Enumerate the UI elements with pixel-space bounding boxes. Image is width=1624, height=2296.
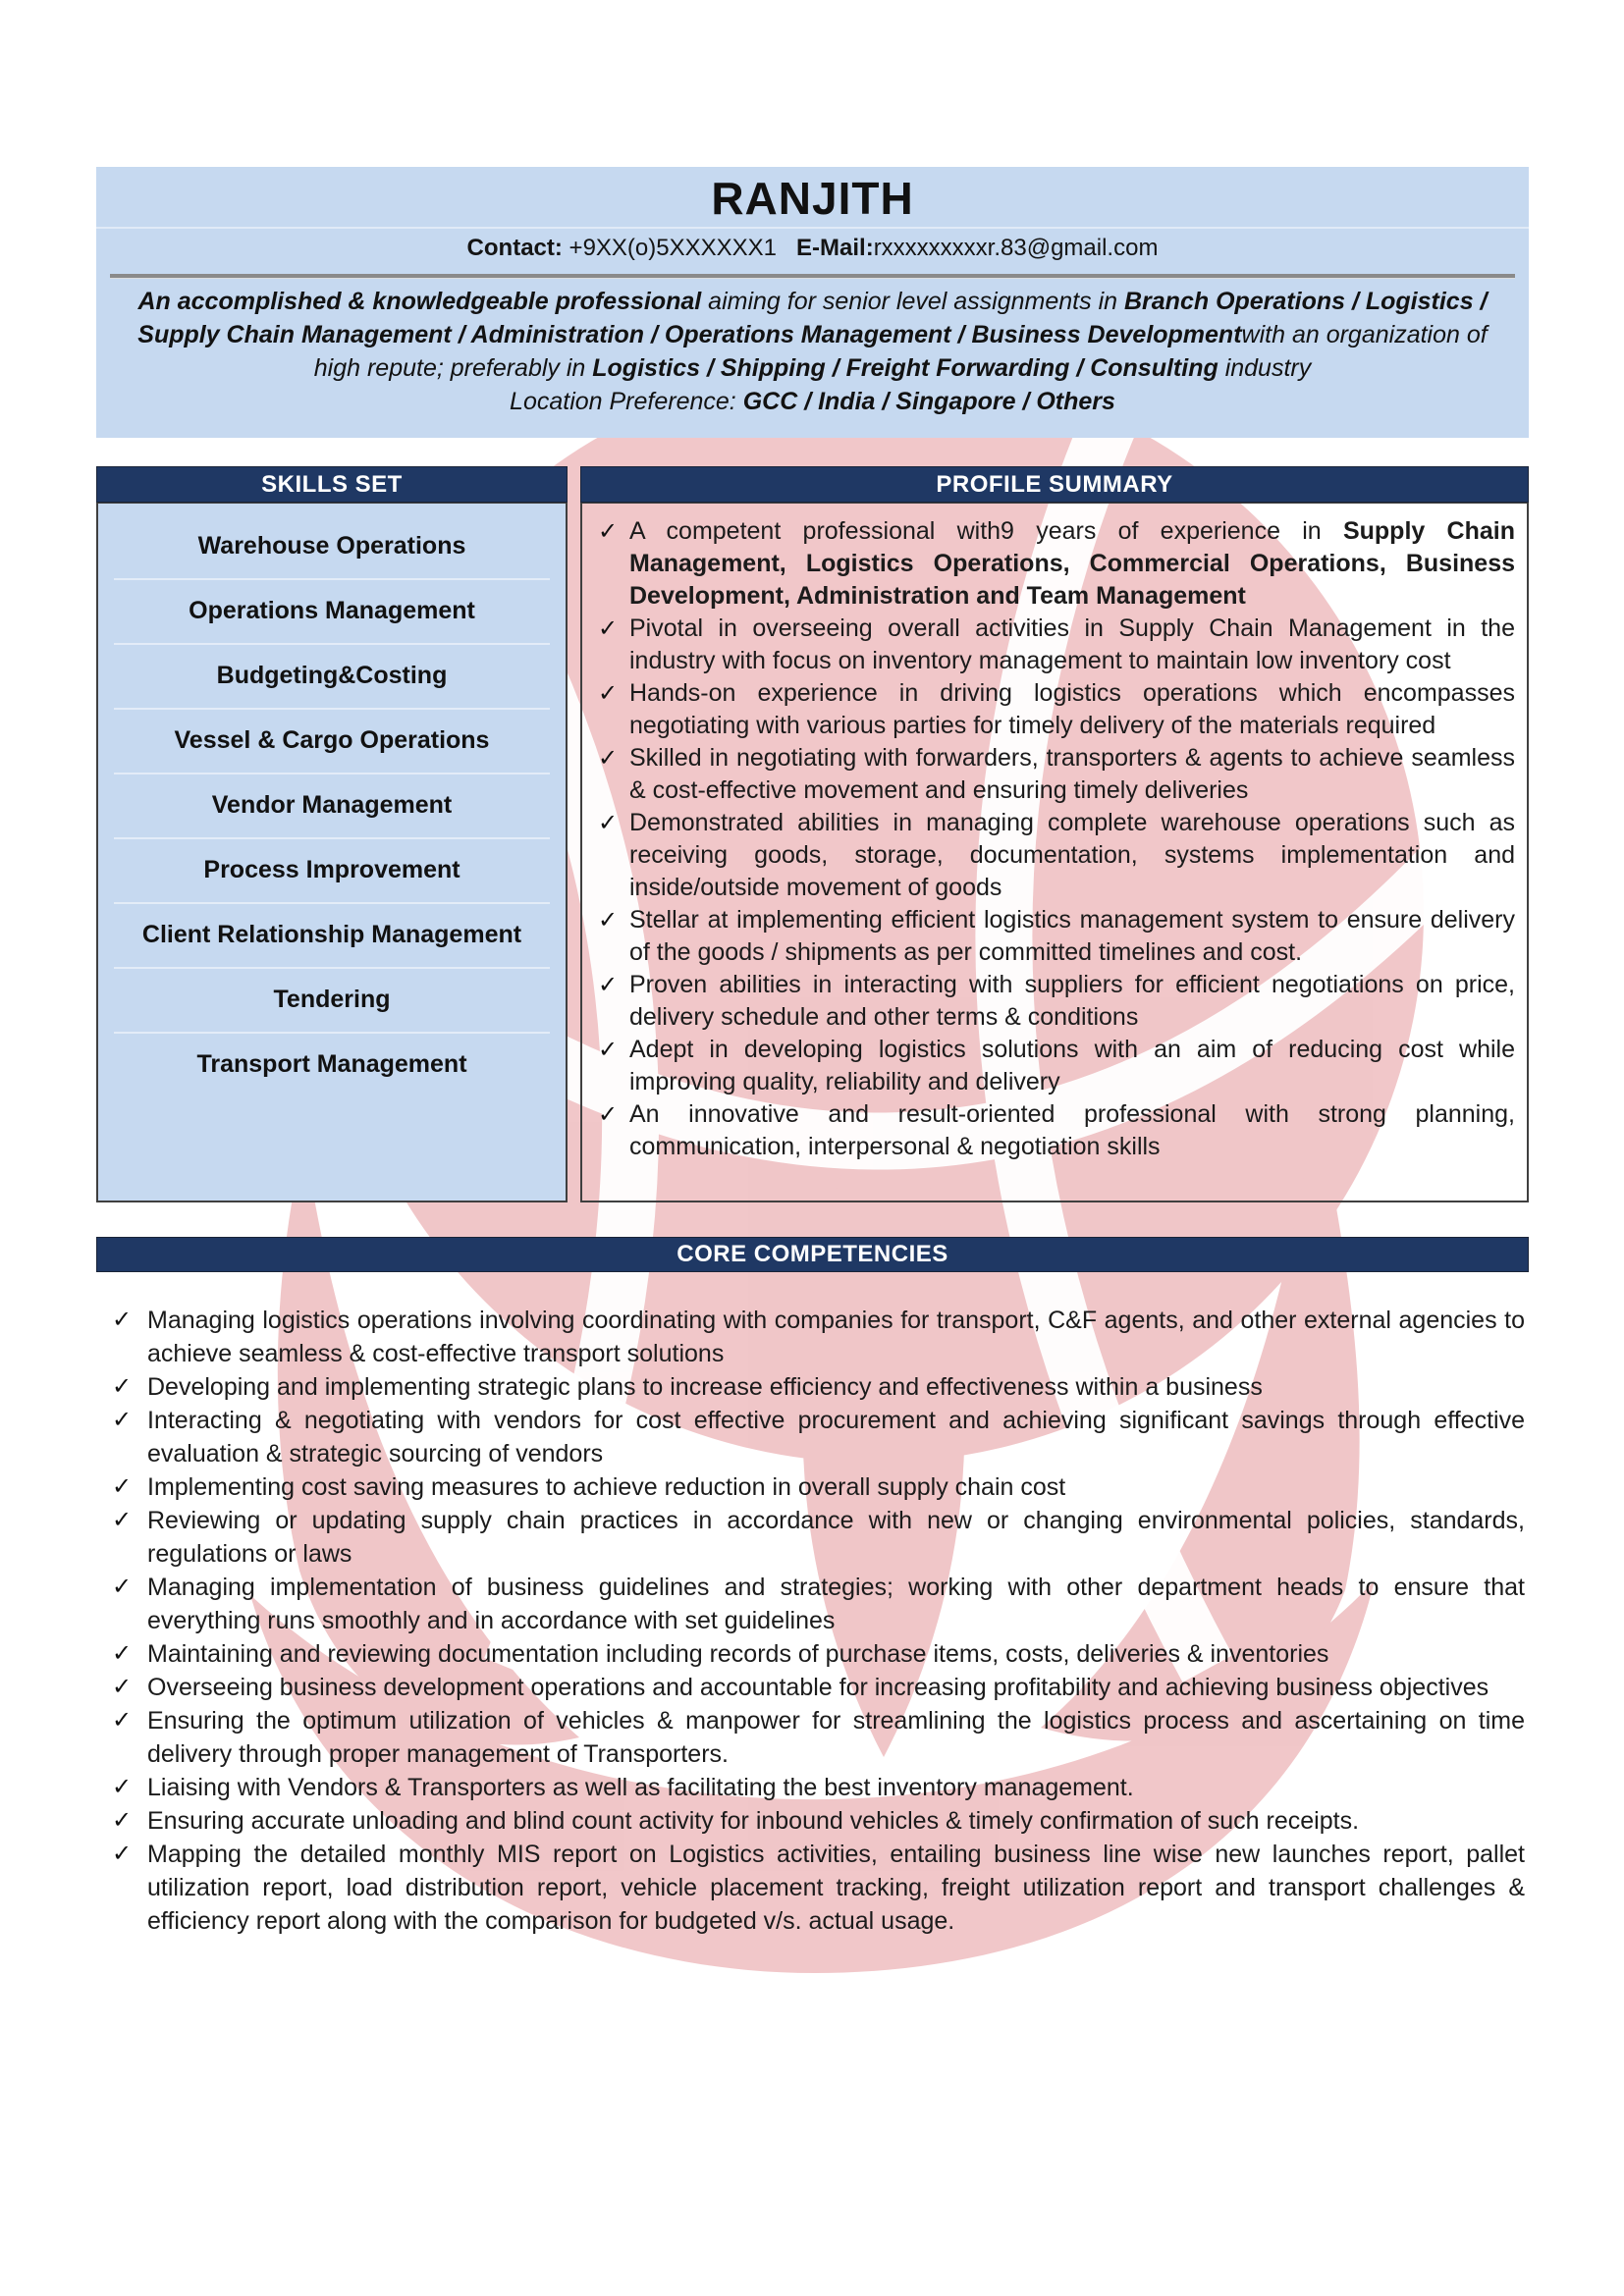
check-icon: ✓: [111, 1674, 133, 1700]
bullet-item: [96, 1838, 1529, 1938]
bullet-text: A competent professional with9 years of experience in Supply Chain Management, Logistics Operations, Commercial Operations, Business Development, Administration and Team Management: [629, 517, 1515, 610]
bullet-item: [96, 1571, 1529, 1637]
bullet-item: [586, 904, 1515, 969]
bullet-text: Managing logistics operations involving coordinating with companies for transport, C&F agents, and other external agencies to achieve seamless & cost-effective transport solutions: [147, 1307, 1525, 1367]
bullet-item: [96, 1771, 1529, 1804]
bullet-text: Reviewing or updating supply chain practices in accordance with new or changing environmental policies, standards, regulations or laws: [147, 1507, 1525, 1568]
bullet-text: Hands-on experience in driving logistics operations which encompasses negotiating with various parties for timely delivery of the materials required: [629, 679, 1515, 739]
bullet-item: [96, 1704, 1529, 1771]
objective-line: An accomplished & knowledgeable professional aiming for senior level assignments in Branch Operations / Logistics /: [137, 288, 1488, 315]
check-icon: ✓: [111, 1473, 133, 1500]
core-competencies-title: CORE COMPETENCIES: [677, 1241, 948, 1267]
skill-item: Vessel & Cargo Operations: [98, 708, 566, 773]
bullet-text: Mapping the detailed monthly MIS report on Logistics activities, entailing business line wise new launches report, pallet utilization report, load distribution report, vehicle placement tracking, freight utilization report and transport challenges & efficiency report along with the comparison for budgeted v/s. actual usage.: [147, 1841, 1525, 1935]
bullet-item: [586, 1034, 1515, 1098]
bullet-item: [96, 1504, 1529, 1571]
profile-header: [580, 466, 1529, 503]
check-icon: ✓: [111, 1373, 133, 1400]
bullet-text: Skilled in negotiating with forwarders, transporters & agents to achieve seamless & cost-effective movement and ensuring timely deliveries: [629, 744, 1515, 804]
profile-panel: [580, 466, 1529, 1202]
check-icon: ✓: [597, 680, 619, 707]
skill-item: Transport Management: [98, 1032, 566, 1096]
bullet-text: Managing implementation of business guidelines and strategies; working with other department heads to ensure that everything runs smoothly and in accordance with set guidelines: [147, 1574, 1525, 1634]
bullet-item: [586, 969, 1515, 1034]
skills-header: [96, 466, 568, 503]
email-value: rxxxxxxxxxr.83@gmail.com: [873, 235, 1159, 261]
core-competencies-header: [96, 1237, 1529, 1272]
check-icon: ✓: [597, 907, 619, 934]
header-divider: [110, 274, 1515, 279]
bullet-item: [586, 1098, 1515, 1163]
bullet-text: Developing and implementing strategic plans to increase efficiency and effectiveness within a business: [147, 1373, 1263, 1401]
check-icon: ✓: [597, 518, 619, 545]
profile-title: PROFILE SUMMARY: [936, 470, 1173, 498]
contact-line: [96, 235, 1529, 262]
check-icon: ✓: [111, 1707, 133, 1734]
check-icon: ✓: [597, 972, 619, 998]
bullet-item: [96, 1304, 1529, 1370]
contact-label: Contact:: [466, 235, 563, 261]
bullet-text: An innovative and result-oriented professional with strong planning, communication, interpersonal & negotiation skills: [629, 1100, 1515, 1160]
resume-header: [96, 167, 1529, 438]
bullet-text: Ensuring the optimum utilization of vehicles & manpower for streamlining the logistics process and ascertaining on time delivery through proper management of Transporters.: [147, 1707, 1525, 1768]
bullet-item: [96, 1671, 1529, 1704]
profile-bullet-list: [580, 503, 1529, 1202]
skills-profile-table: [96, 466, 1529, 1202]
skill-item: Process Improvement: [98, 837, 566, 902]
email-label: E-Mail:: [796, 235, 874, 261]
skills-list: [96, 503, 568, 1202]
check-icon: ✓: [111, 1807, 133, 1834]
check-icon: ✓: [111, 1774, 133, 1800]
bullet-item: [586, 613, 1515, 677]
skill-item: Budgeting&Costing: [98, 643, 566, 708]
bullet-text: Overseeing business development operations and accountable for increasing profitability and achieving business objectives: [147, 1674, 1489, 1701]
bullet-item: [96, 1470, 1529, 1504]
objective-line: high repute; preferably in Logistics / Shipping / Freight Forwarding / Consulting industry: [313, 354, 1312, 382]
bullet-item: [96, 1804, 1529, 1838]
bullet-text: Stellar at implementing efficient logistics management system to ensure delivery of the goods / shipments as per committed timelines and cost.: [629, 906, 1515, 966]
bullet-item: [96, 1370, 1529, 1404]
core-bullet-list: [96, 1304, 1529, 1938]
bullet-item: [96, 1637, 1529, 1671]
bullet-text: Maintaining and reviewing documentation including records of purchase items, costs, deliveries & inventories: [147, 1640, 1329, 1668]
bullet-text: Ensuring accurate unloading and blind count activity for inbound vehicles & timely confirmation of such receipts.: [147, 1807, 1360, 1835]
objective-line: Location Preference: GCC / India / Singapore / Others: [510, 388, 1115, 415]
check-icon: ✓: [111, 1841, 133, 1867]
bullet-text: Liaising with Vendors & Transporters as well as facilitating the best inventory management.: [147, 1774, 1134, 1801]
check-icon: ✓: [597, 810, 619, 836]
bullet-text: Interacting & negotiating with vendors for cost effective procurement and achieving significant savings through effective evaluation & strategic sourcing of vendors: [147, 1407, 1525, 1468]
objective-text: [96, 285, 1529, 418]
check-icon: ✓: [111, 1640, 133, 1667]
bullet-text: Adept in developing logistics solutions with an aim of reducing cost while improving quality, reliability and delivery: [629, 1036, 1515, 1095]
skill-item: Client Relationship Management: [98, 902, 566, 967]
bullet-text: Implementing cost saving measures to achieve reduction in overall supply chain cost: [147, 1473, 1066, 1501]
check-icon: ✓: [111, 1407, 133, 1433]
check-icon: ✓: [597, 745, 619, 772]
skills-panel: [96, 466, 568, 1202]
bullet-item: [586, 807, 1515, 904]
objective-line: Supply Chain Management / Administration / Operations Management / Business Developmentwith an organization of: [137, 321, 1488, 348]
bullet-text: Proven abilities in interacting with suppliers for efficient negotiations on price, delivery schedule and other terms & conditions: [629, 971, 1515, 1031]
bullet-item: [586, 515, 1515, 613]
bullet-item: [96, 1404, 1529, 1470]
check-icon: ✓: [597, 1037, 619, 1063]
bullet-item: [586, 677, 1515, 742]
candidate-name: RANJITH: [96, 167, 1529, 229]
check-icon: ✓: [597, 1101, 619, 1128]
bullet-item: [586, 742, 1515, 807]
check-icon: ✓: [111, 1574, 133, 1600]
contact-phone: +9XX(o)5XXXXXX1: [568, 235, 777, 261]
skill-item: Warehouse Operations: [197, 531, 466, 560]
check-icon: ✓: [597, 615, 619, 642]
check-icon: ✓: [111, 1507, 133, 1533]
check-icon: ✓: [111, 1307, 133, 1333]
bullet-text: Pivotal in overseeing overall activities in Supply Chain Management in the industry with focus on inventory management to maintain low inventory cost: [629, 614, 1515, 674]
bullet-text: Demonstrated abilities in managing complete warehouse operations such as receiving goods, storage, documentation, systems implementation and inside/outside movement of goods: [629, 809, 1515, 901]
skills-title: SKILLS SET: [261, 470, 403, 498]
skill-item: Tendering: [98, 967, 566, 1032]
skill-item: Operations Management: [98, 578, 566, 643]
skill-item: Vendor Management: [98, 773, 566, 837]
